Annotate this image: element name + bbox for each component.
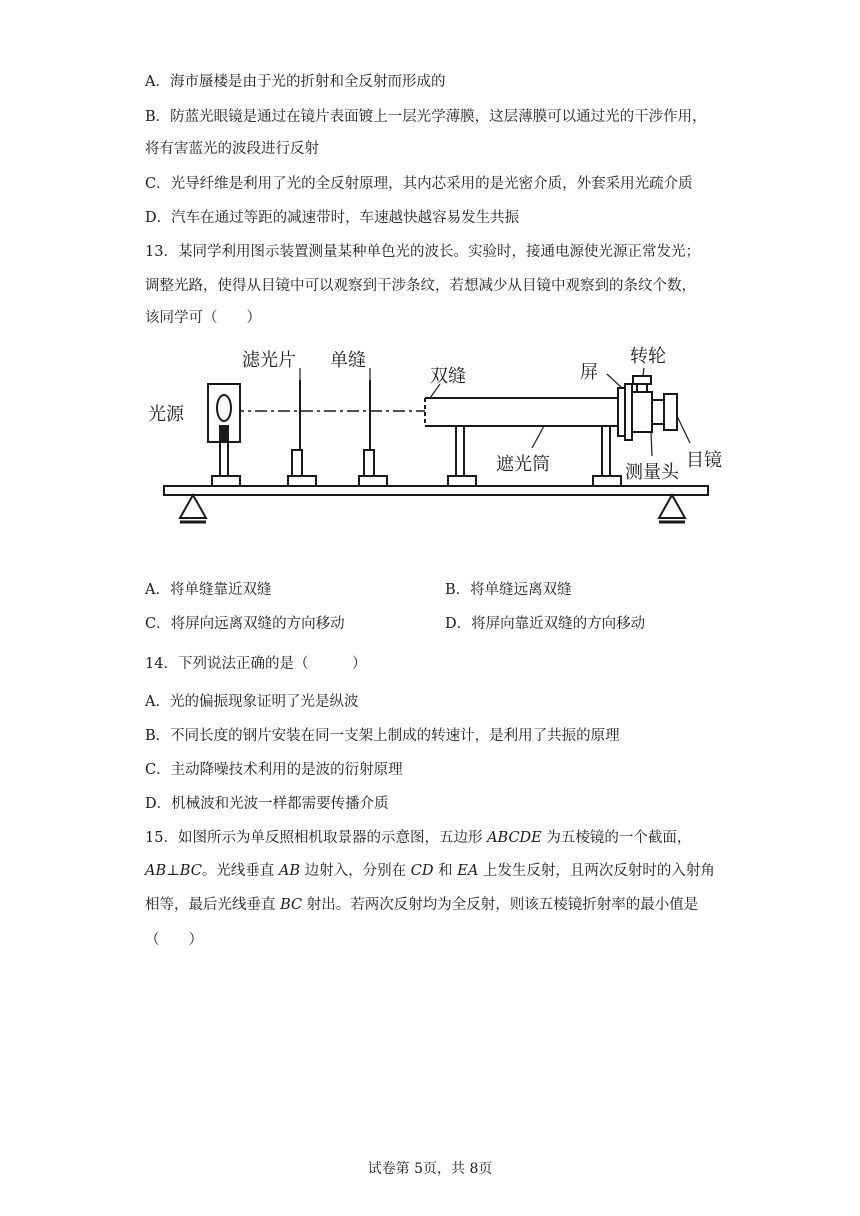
label-measuring-head: 测量头 <box>625 462 679 483</box>
q12-option-d: D．汽车在通过等距的减速带时，车速越快越容易发生共振 <box>145 210 520 226</box>
q12-option-c: C．光导纤维是利用了光的全反射原理，其内芯采用的是光密介质，外套采用光疏介质 <box>145 176 693 192</box>
label-wheel: 转轮 <box>630 346 666 367</box>
q14-option-d: D．机械波和光波一样都需要传播介质 <box>145 796 389 812</box>
label-filter: 滤光片 <box>242 350 296 371</box>
q13-stem-line2: 调整光路，使得从目镜中可以观察到干涉条纹，若想减少从目镜中观察到的条纹个数， <box>145 278 696 294</box>
q13-option-c: C．将屏向远离双缝的方向移动 <box>145 616 345 632</box>
left-support <box>180 495 206 518</box>
q15-stem-line2: AB⊥BC。光线垂直 AB 边射入，分别在 CD 和 EA 上发生反射，且两次反射时的入射角 <box>145 863 715 879</box>
screen-plate <box>618 388 625 436</box>
q14-option-b: B．不同长度的钢片安装在同一支架上制成的转速计，是利用了共振的原理 <box>145 728 620 744</box>
q15-stem-line1: 15．如图所示为单反照相机取景器的示意图，五边形 ABCDE 为五棱镜的一个截面， <box>145 830 692 846</box>
eyepiece <box>664 394 677 430</box>
q12-option-a: A．海市蜃楼是由于光的折射和全反射而形成的 <box>145 74 446 90</box>
page-footer: 试卷第 5页，共 8页 <box>367 1161 493 1177</box>
q14-option-c: C．主动降噪技术利用的是波的衍射原理 <box>145 762 403 778</box>
lamp-bulb <box>217 395 231 421</box>
label-eyepiece: 目镜 <box>686 450 722 471</box>
label-single-slit: 单缝 <box>330 350 366 371</box>
q13-stem-line1: 13．某同学利用图示装置测量某种单色光的波长。实验时，接通电源使光源正常发光； <box>145 244 700 260</box>
label-light-source: 光源 <box>148 404 184 425</box>
rotating-wheel <box>633 376 651 384</box>
measuring-head <box>632 392 652 432</box>
q12-option-b-line1: B．防蓝光眼镜是通过在镜片表面镀上一层光学薄膜，这层薄膜可以通过光的干涉作用， <box>145 109 707 125</box>
right-support <box>659 495 685 518</box>
q14-stem: 14．下列说法正确的是（ ） <box>145 656 367 672</box>
label-tube: 遮光筒 <box>496 454 550 475</box>
q13-option-a: A．将单缝靠近双缝 <box>145 582 272 598</box>
q13-option-d: D．将屏向靠近双缝的方向移动 <box>445 616 646 632</box>
double-slit-apparatus-figure <box>140 338 730 538</box>
label-screen: 屏 <box>580 362 598 383</box>
q13-option-b: B．将单缝远离双缝 <box>445 582 572 598</box>
q13-stem-line3: 该同学可（ ） <box>145 310 261 326</box>
q15-stem-line4: （ ） <box>145 932 203 948</box>
label-double-slit: 双缝 <box>430 366 466 387</box>
base-rail <box>164 486 708 495</box>
q14-option-a: A．光的偏振现象证明了光是纵波 <box>145 694 359 710</box>
q12-option-b-line2: 将有害蓝光的波段进行反射 <box>145 141 319 157</box>
q15-stem-line3: 相等，最后光线垂直 BC 射出。若两次反射均为全反射，则该五棱镜折射率的最小值是 <box>145 897 699 913</box>
